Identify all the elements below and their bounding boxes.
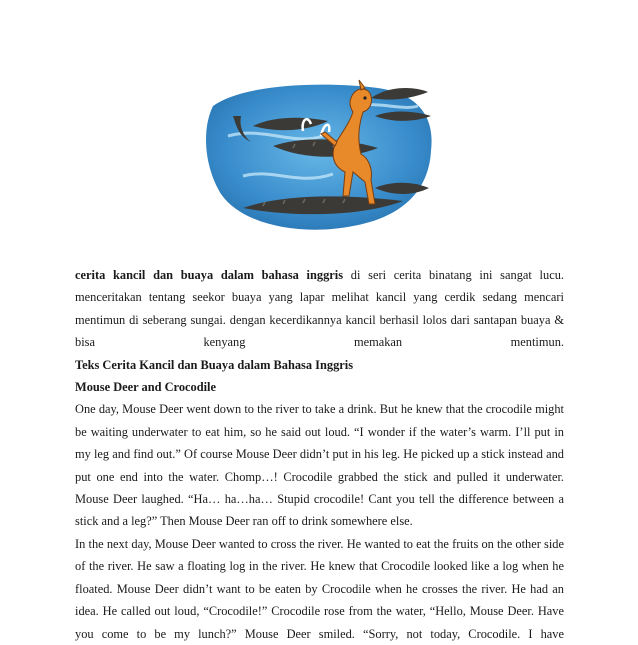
- story-paragraph-1: One day, Mouse Deer went down to the river to take a drink. But he knew that the crocodile might be waiting underwater to eat him, so he said out loud. “I wonder if the water’s warm. I’ll put in my leg and find out.” Of course Mouse Deer didn’t put in his leg. He picked up a stick instead and put one end into the water. Chomp…! Crocodile grabbed the stick and pulled it underwater. Mouse Deer laughed. “Ha… ha…ha… Stupid crocodile! Cant you tell the difference between a stick and a leg?” Then Mouse Deer ran off to drink somewhere else.: [75, 402, 564, 529]
- intro-lead-rest: di seri cerita binatang ini sangat lucu. menceritakan tentang seekor buaya yang lapar melihat kancil yang cerdik sedang mencari mentimun di seberang sungai. dengan kecerdikannya kancil berhasil lolos dari santapan buaya & bisa kenyang memakan mentimun.: [75, 268, 564, 350]
- story-title: Mouse Deer and Crocodile: [75, 380, 216, 395]
- mouse-deer-crocodile-illustration: [203, 76, 439, 241]
- story-paragraph-2: In the next day, Mouse Deer wanted to cross the river. He wanted to eat the fruits on the other side of the river. He saw a floating log in the river. He knew that Crocodile looked like a log when he floated. Mouse Deer didn’t want to be eaten by Crocodile when he crosses the river. He had an idea. He called out loud, “Crocodile!” Crocodile rose from the water, “Hello, Mouse Deer. Have you come to be my lunch?” Mouse Deer smiled. “Sorry, not today, Crocodile. I have: [75, 536, 564, 641]
- main-heading: Teks Cerita Kancil dan Buaya dalam Bahasa Inggris: [75, 357, 354, 372]
- intro-lead-bold: cerita kancil dan buaya dalam bahasa inggris: [75, 268, 344, 282]
- article-body: [75, 264, 564, 645]
- intro-paragraph: [75, 264, 564, 354]
- deer-eye: [363, 96, 366, 99]
